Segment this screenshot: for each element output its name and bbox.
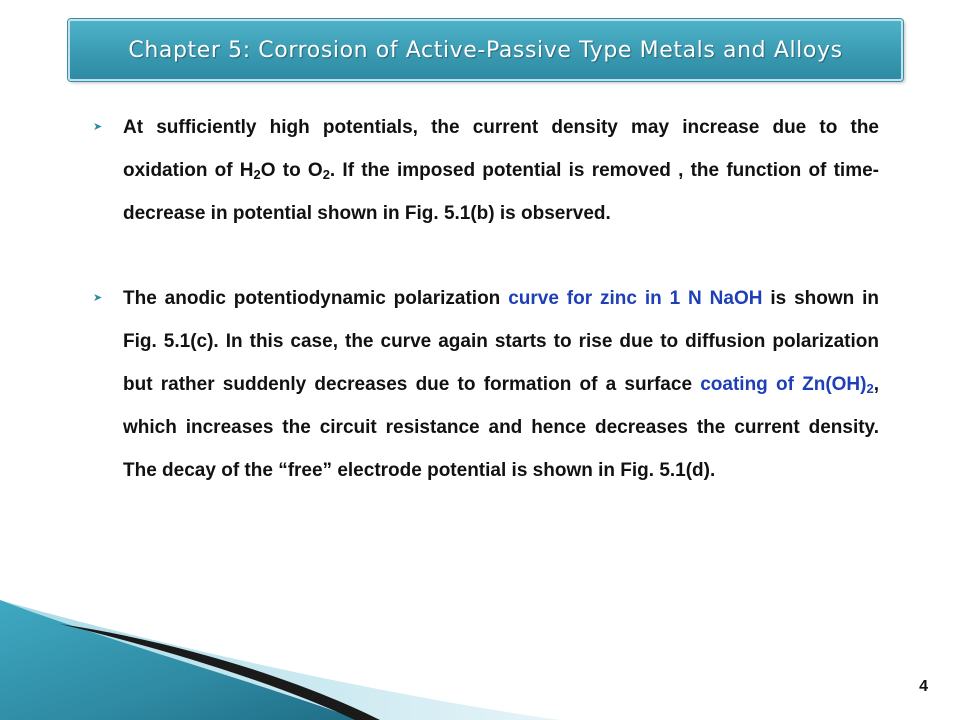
text-run: is shown in Fig. 5.1(c). In this case, the curve again starts to rise due to diffusion polarization but rather suddenly decreases due to formation of a surface <box>123 288 880 395</box>
corner-decoration <box>0 560 960 720</box>
text-run: , which increases the circuit resistance and hence decreases the current density. The decay of the “free” electrode potential is shown in Fig. 5.1(d). <box>123 374 879 481</box>
bullet-item <box>93 277 879 492</box>
title-bar <box>68 19 903 81</box>
highlighted-text: curve for zinc in 1 N NaOH <box>508 288 763 309</box>
arrowhead-bullet-icon: ➤ <box>93 292 103 304</box>
subscript: 2 <box>866 381 874 396</box>
bullet-text <box>123 106 879 235</box>
text-run: O to O <box>260 160 323 181</box>
subscript: 2 <box>322 167 330 182</box>
bullet-item <box>93 106 879 235</box>
text-run: coating of Zn(OH) <box>700 374 867 395</box>
highlighted-text <box>700 374 874 395</box>
bullet-text <box>123 277 879 492</box>
text-run: At sufficiently high potentials, the current density may increase due to the oxidation of H <box>123 117 879 181</box>
text-run: The anodic potentiodynamic polarization <box>123 288 509 309</box>
slide-title: Chapter 5: Corrosion of Active-Passive Type Metals and Alloys <box>128 37 843 63</box>
subscript: 2 <box>253 167 261 182</box>
page-number: 4 <box>919 678 928 695</box>
arrowhead-bullet-icon: ➤ <box>93 121 103 133</box>
text-run: . If the imposed potential is removed , the function of time- decrease in potential shown in Fig. 5.1(b) is observed. <box>123 160 879 224</box>
slide-content <box>93 106 879 492</box>
